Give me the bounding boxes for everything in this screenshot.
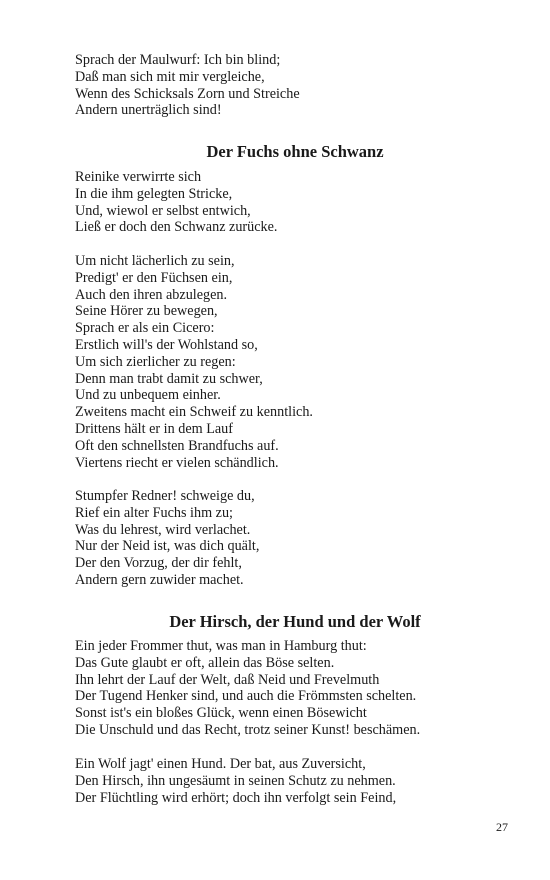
verse-line: Um sich zierlicher zu regen: (75, 353, 236, 370)
verse-line: Wenn des Schicksals Zorn und Streiche (75, 85, 300, 102)
verse-line: Andern unerträglich sind! (75, 102, 222, 119)
verse-line: Auch den ihren abzulegen. (75, 286, 228, 303)
verse-line: Ließ er doch den Schwanz zurücke. (75, 219, 278, 236)
verse-line: Erstlich will's der Wohlstand so, (75, 336, 258, 353)
verse-line: Den Hirsch, ihn ungesäumt in seinen Schutz zu nehmen. (75, 772, 396, 789)
page-number: 27 (496, 820, 508, 834)
verse-line: Und zu unbequem einher. (75, 387, 221, 404)
verse-line: Seine Hörer zu bewegen, (75, 303, 218, 320)
verse-line: Rief ein alter Fuchs ihm zu; (75, 504, 233, 521)
verse-line: Das Gute glaubt er oft, allein das Böse selten. (75, 654, 335, 671)
verse-line: Drittens hält er in dem Lauf (75, 420, 233, 437)
poem-title: Der Fuchs ohne Schwanz (206, 142, 384, 161)
verse-line: Viertens riecht er vielen schändlich. (75, 454, 279, 471)
verse-line: Sprach er als ein Cicero: (75, 320, 215, 337)
poem2-stanza1 (75, 638, 515, 739)
verse-line: In die ihm gelegten Stricke, (75, 185, 233, 202)
verse-line: Der den Vorzug, der dir fehlt, (75, 555, 242, 572)
verse-line: Oft den schnellsten Brandfuchs auf. (75, 437, 279, 454)
verse-line: Und, wiewol er selbst entwich, (75, 202, 251, 219)
top-stanza (75, 52, 515, 119)
verse-line: Zweitens macht ein Schweif zu kenntlich. (75, 404, 313, 421)
verse-line: Der Tugend Henker sind, und auch die Frömmsten schelten. (75, 688, 417, 705)
verse-line: Stumpfer Redner! schweige du, (75, 488, 255, 504)
verse-line: Sprach der Maulwurf: Ich bin blind; (75, 52, 281, 68)
verse-line: Daß man sich mit mir vergleiche, (75, 68, 265, 85)
verse-line: Was du lehrest, wird verlachet. (75, 521, 251, 538)
poem1-stanza3 (75, 488, 515, 589)
verse-line: Andern gern zuwider machet. (75, 571, 244, 588)
verse-line: Sonst ist's ein bloßes Glück, wenn einen Bösewicht (75, 705, 367, 722)
verse-line: Denn man trabt damit zu schwer, (75, 370, 263, 387)
verse-line: Die Unschuld und das Recht, trotz seiner Kunst! beschämen. (75, 721, 421, 738)
poem2-stanza2 (75, 756, 515, 806)
verse-line: Nur der Neid ist, was dich quält, (75, 538, 260, 555)
poem1-stanza2 (75, 253, 515, 471)
verse-line: Ein Wolf jagt' einen Hund. Der bat, aus Zuversicht, (75, 756, 366, 772)
poem1-stanza1 (75, 169, 515, 236)
verse-line: Ein jeder Frommer thut, was man in Hamburg thut: (75, 638, 367, 654)
poem-title: Der Hirsch, der Hund und der Wolf (169, 612, 421, 631)
verse-line: Predigt' er den Füchsen ein, (75, 269, 233, 286)
verse-line: Ihn lehrt der Lauf der Welt, daß Neid und Frevelmuth (75, 671, 380, 688)
verse-line: Reinike verwirrte sich (75, 169, 202, 185)
verse-line: Der Flüchtling wird erhört; doch ihn verfolgt sein Feind, (75, 789, 397, 806)
verse-line: Um nicht lächerlich zu sein, (75, 253, 235, 269)
